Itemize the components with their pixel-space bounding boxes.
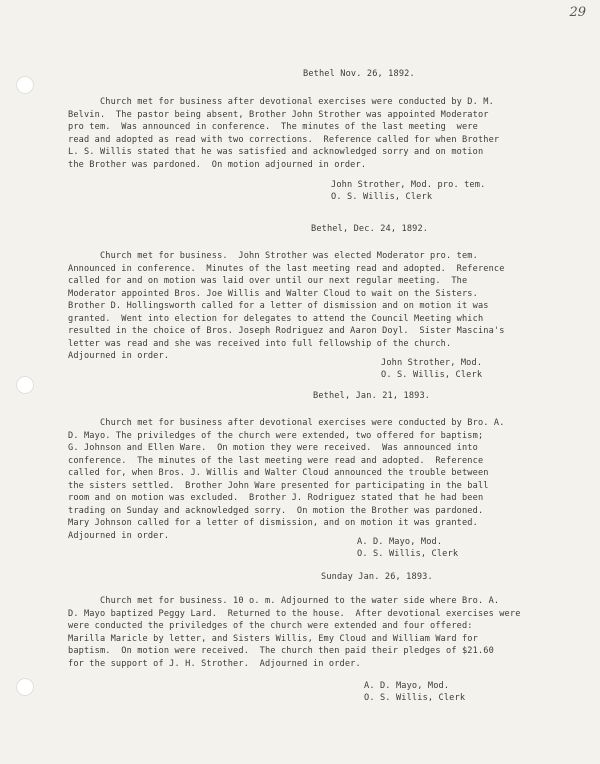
body-line: baptism. On motion were received. The church then paid their pledges of $21.60 [68, 646, 494, 656]
body-line: room and on motion was excluded. Brother J. Rodriguez stated that he had been [68, 493, 484, 503]
body-line: Mary Johnson called for a letter of dismission, and on motion it was granted. [68, 518, 478, 528]
body-line: Church met for business. 10 o. m. Adjourned to the water side where Bro. A. [68, 596, 500, 606]
entry-date: Bethel, Dec. 24, 1892. [311, 224, 429, 234]
body-line: the sisters settled. Brother John Ware presented for participating in the ball [68, 480, 489, 491]
entry-date: Sunday Jan. 26, 1893. [321, 572, 433, 582]
signature-line: O. S. Willis, Clerk [381, 370, 483, 380]
entry-body [68, 250, 548, 363]
body-line: Adjourned in order. [68, 530, 170, 541]
body-line: called for, when Bros. J. Willis and Walter Cloud announced the trouble between [68, 468, 489, 478]
body-line: Church met for business after devotional exercises were conducted by D. M. [68, 97, 494, 107]
body-line: D. Mayo baptized Peggy Lard. Returned to the house. After devotional exercises were [68, 608, 521, 619]
body-line: G. Johnson and Ellen Ware. On motion they were received. Was announced into [68, 443, 478, 453]
entry-body [68, 595, 548, 670]
body-line: read and adopted as read with two corrections. Reference called for when Brother [68, 134, 500, 145]
signature-line: O. S. Willis, Clerk [331, 192, 433, 202]
entry-body [68, 96, 548, 171]
entry-signatures [381, 357, 561, 381]
punch-hole [16, 76, 34, 94]
body-line: trading on Sunday and acknowledged sorry. On motion the Brother was pardoned. [68, 505, 484, 516]
body-line: Church met for business after devotional exercises were conducted by Bro. A. [68, 418, 505, 428]
body-line: L. S. Willis stated that he was satisfied and acknowledged sorry and on motion [68, 147, 484, 157]
entry-signatures [331, 179, 551, 203]
body-line: called for and on motion was laid over until our next regular meeting. The [68, 276, 468, 286]
body-line: Church met for business. John Strother was elected Moderator pro. tem. [68, 251, 478, 261]
punch-hole [16, 376, 34, 394]
signature-line: John Strother, Mod. [381, 358, 483, 368]
entry-body [68, 417, 548, 542]
body-line: for the support of J. H. Strother. Adjourned in order. [68, 658, 361, 669]
body-line: Announced in conference. Minutes of the last meeting read and adopted. Reference [68, 263, 505, 274]
entry-date: Bethel, Jan. 21, 1893. [313, 391, 431, 401]
punch-hole [16, 678, 34, 696]
body-line: Moderator appointed Bros. Joe Willis and Walter Cloud to wait on the Sisters. [68, 288, 478, 299]
signature-line: A. D. Mayo, Mod. [357, 537, 443, 547]
body-line: the Brother was pardoned. On motion adjourned in order. [68, 159, 367, 170]
entry-date: Bethel Nov. 26, 1892. [303, 69, 415, 79]
page-number: 29 [569, 5, 586, 20]
body-line: Belvin. The pastor being absent, Brother John Strother was appointed Moderator [68, 109, 489, 120]
body-line: were conducted the priviledges of the church were extended and four offered: [68, 621, 473, 631]
body-line: letter was read and she was received into full fellowship of the church. [68, 338, 452, 349]
body-line: Marilla Maricle by letter, and Sisters Willis, Emy Cloud and William Ward for [68, 633, 478, 644]
body-line: conference. The minutes of the last meeting were read and adopted. Reference [68, 455, 484, 466]
body-line: pro tem. Was announced in conference. The minutes of the last meeting were [68, 122, 478, 132]
body-line: Adjourned in order. [68, 351, 170, 361]
signature-line: John Strother, Mod. pro. tem. [331, 180, 486, 190]
signature-line: O. S. Willis, Clerk [364, 693, 466, 703]
body-line: Brother D. Hollingsworth called for a letter of dismission and on motion it was [68, 301, 489, 311]
signature-line: O. S. Willis, Clerk [357, 549, 459, 559]
signature-line: A. D. Mayo, Mod. [364, 681, 450, 691]
body-line: D. Mayo. The priviledges of the church were extended, two offered for baptism; [68, 430, 484, 441]
body-line: resulted in the choice of Bros. Joseph Rodriguez and Aaron Doyl. Sister Mascina's [68, 326, 505, 336]
body-line: granted. Went into election for delegates to attend the Council Meeting which [68, 313, 484, 324]
entry-signatures [357, 536, 537, 560]
entry-signatures [364, 680, 544, 704]
